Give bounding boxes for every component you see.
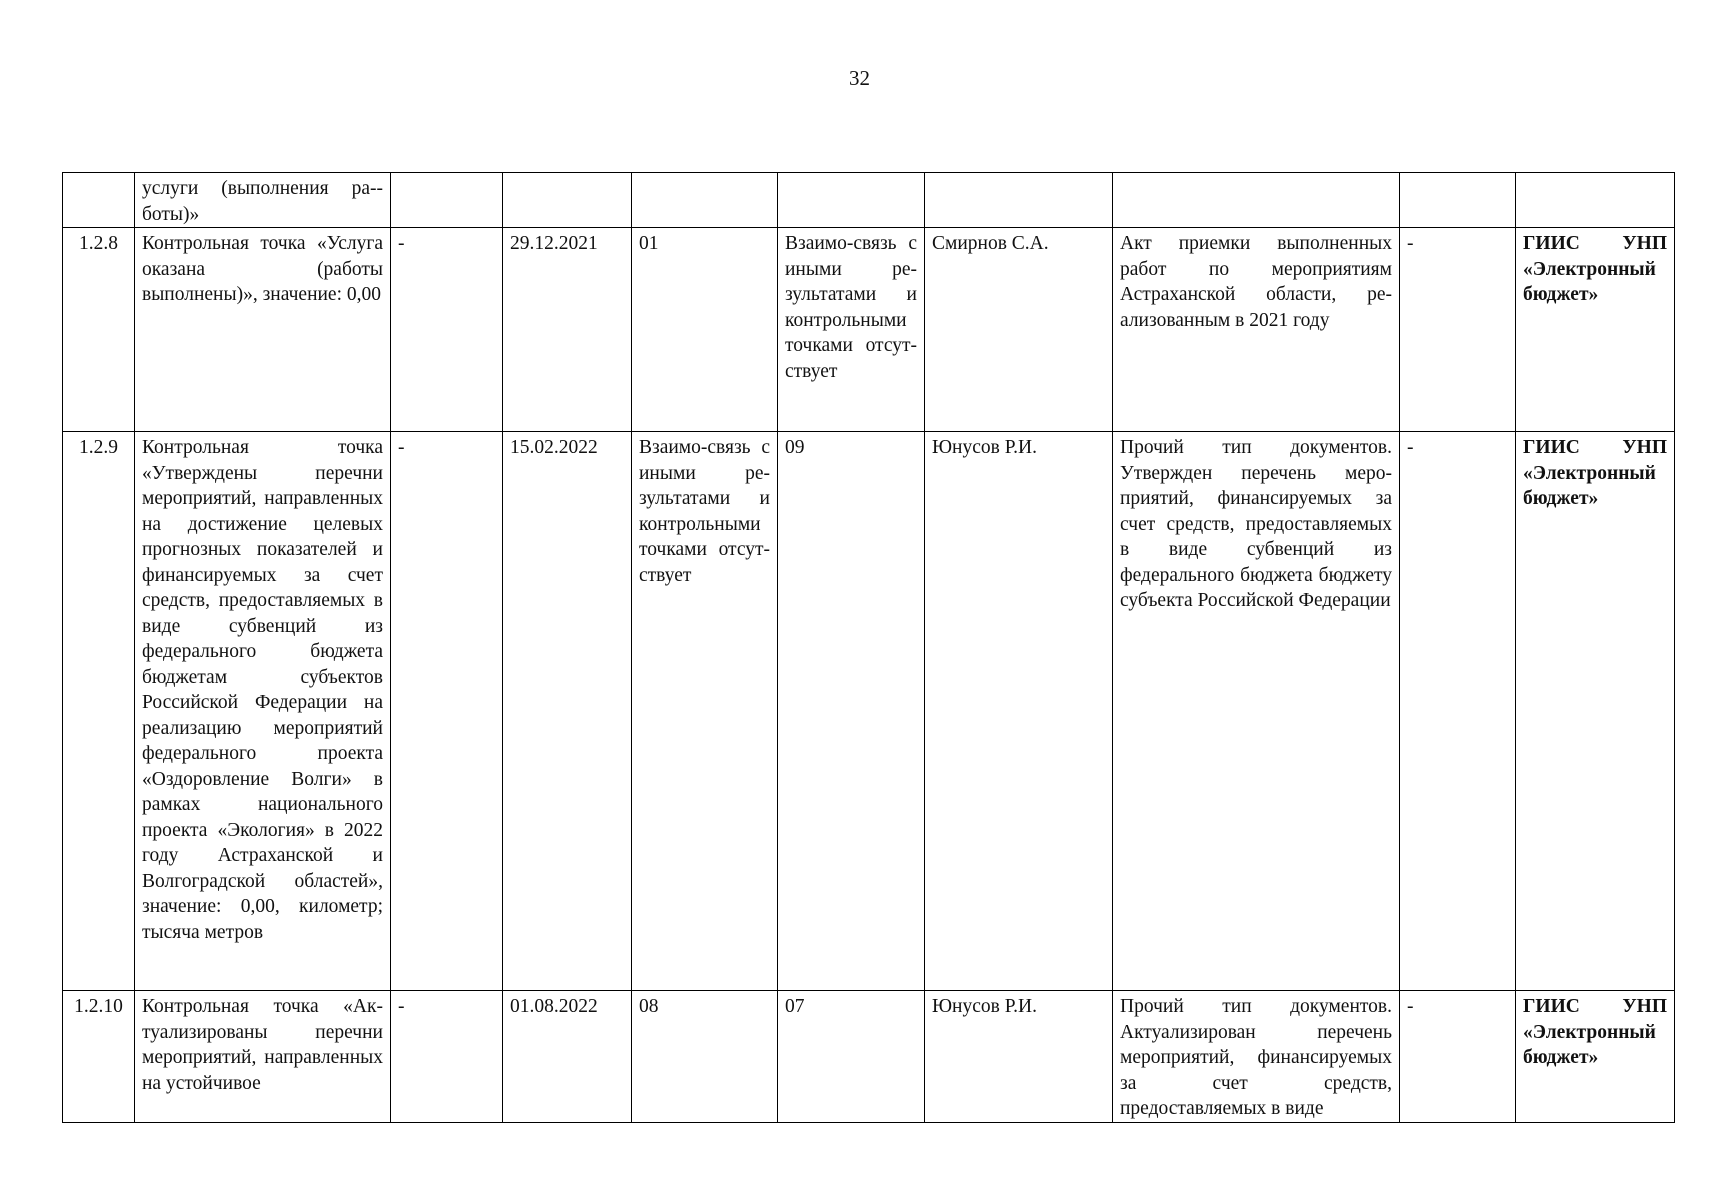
page-number: 32 xyxy=(849,66,870,90)
name-cell: услуги (выполнения ра-боты)» xyxy=(135,173,391,228)
document-cell xyxy=(1113,173,1400,228)
document-cell: Акт приемки выполненных работ по мероприятиям Астраханской области, реализованным в 2021 году xyxy=(1113,228,1400,432)
dash-cell xyxy=(391,173,503,228)
responsible-cell xyxy=(925,173,1113,228)
system-cell xyxy=(1516,173,1675,228)
activities-table xyxy=(62,172,1675,1123)
dash-cell xyxy=(1400,173,1516,228)
row-number-cell: 1.2.9 xyxy=(63,432,135,991)
relation-cell-a: Взаимо-связь с иными результатами и контрольными точками отсутствует xyxy=(632,432,778,991)
relation-cell-b: Взаимо-связь с иными результатами и контрольными точками отсутствует xyxy=(778,228,925,432)
relation-cell-b: 07 xyxy=(778,991,925,1123)
dash-cell: - xyxy=(1400,228,1516,432)
relation-cell-a xyxy=(632,173,778,228)
row-number-cell xyxy=(63,173,135,228)
relation-cell-a: 01 xyxy=(632,228,778,432)
table-row xyxy=(63,432,1675,991)
table-row xyxy=(63,173,1675,228)
row-number-cell: 1.2.8 xyxy=(63,228,135,432)
row-number-cell: 1.2.10 xyxy=(63,991,135,1123)
responsible-cell: Юнусов Р.И. xyxy=(925,432,1113,991)
system-cell: ГИИС УНП «Электронный бюджет» xyxy=(1516,432,1675,991)
table-row xyxy=(63,228,1675,432)
relation-cell-b: 09 xyxy=(778,432,925,991)
table-row xyxy=(63,991,1675,1123)
date-cell: 15.02.2022 xyxy=(503,432,632,991)
dash-cell: - xyxy=(1400,432,1516,991)
name-cell: Контрольная точка «Актуализированы перечни мероприятий, направленных на устойчивое xyxy=(135,991,391,1123)
dash-cell: - xyxy=(1400,991,1516,1123)
responsible-cell: Смирнов С.А. xyxy=(925,228,1113,432)
name-cell: Контрольная точка «Услуга оказана (работы выполнены)», значение: 0,00 xyxy=(135,228,391,432)
dash-cell: - xyxy=(391,432,503,991)
relation-cell-b xyxy=(778,173,925,228)
document-cell: Прочий тип документов. Утвержден перечень мероприятий, финансируемых за счет средств, предоставляемых в виде субвенций из федерального бюджета бюджету субъекта Российской Федерации xyxy=(1113,432,1400,991)
dash-cell: - xyxy=(391,228,503,432)
dash-cell: - xyxy=(391,991,503,1123)
relation-cell-a: 08 xyxy=(632,991,778,1123)
date-cell: 29.12.2021 xyxy=(503,228,632,432)
system-cell: ГИИС УНП «Электронный бюджет» xyxy=(1516,228,1675,432)
name-cell: Контрольная точка «Утверждены перечни мероприятий, направленных на достижение целевых прогнозных показателей и финансируемых за счет средств, предоставляемых в виде субвенций из федерального бюджета бюджетам субъектов Российской Федерации на реализацию мероприятий федерального проекта «Оздоровление Волги» в рамках национального проекта «Экология» в 2022 году Астраханской и Волгоградской областей», значение: 0,00, километр; тысяча метров xyxy=(135,432,391,991)
responsible-cell: Юнусов Р.И. xyxy=(925,991,1113,1123)
system-cell: ГИИС УНП «Электронный бюджет» xyxy=(1516,991,1675,1123)
date-cell: 01.08.2022 xyxy=(503,991,632,1123)
document-cell: Прочий тип документов. Актуализирован перечень мероприятий, финансируемых за счет средств, предоставляемых в виде xyxy=(1113,991,1400,1123)
date-cell xyxy=(503,173,632,228)
